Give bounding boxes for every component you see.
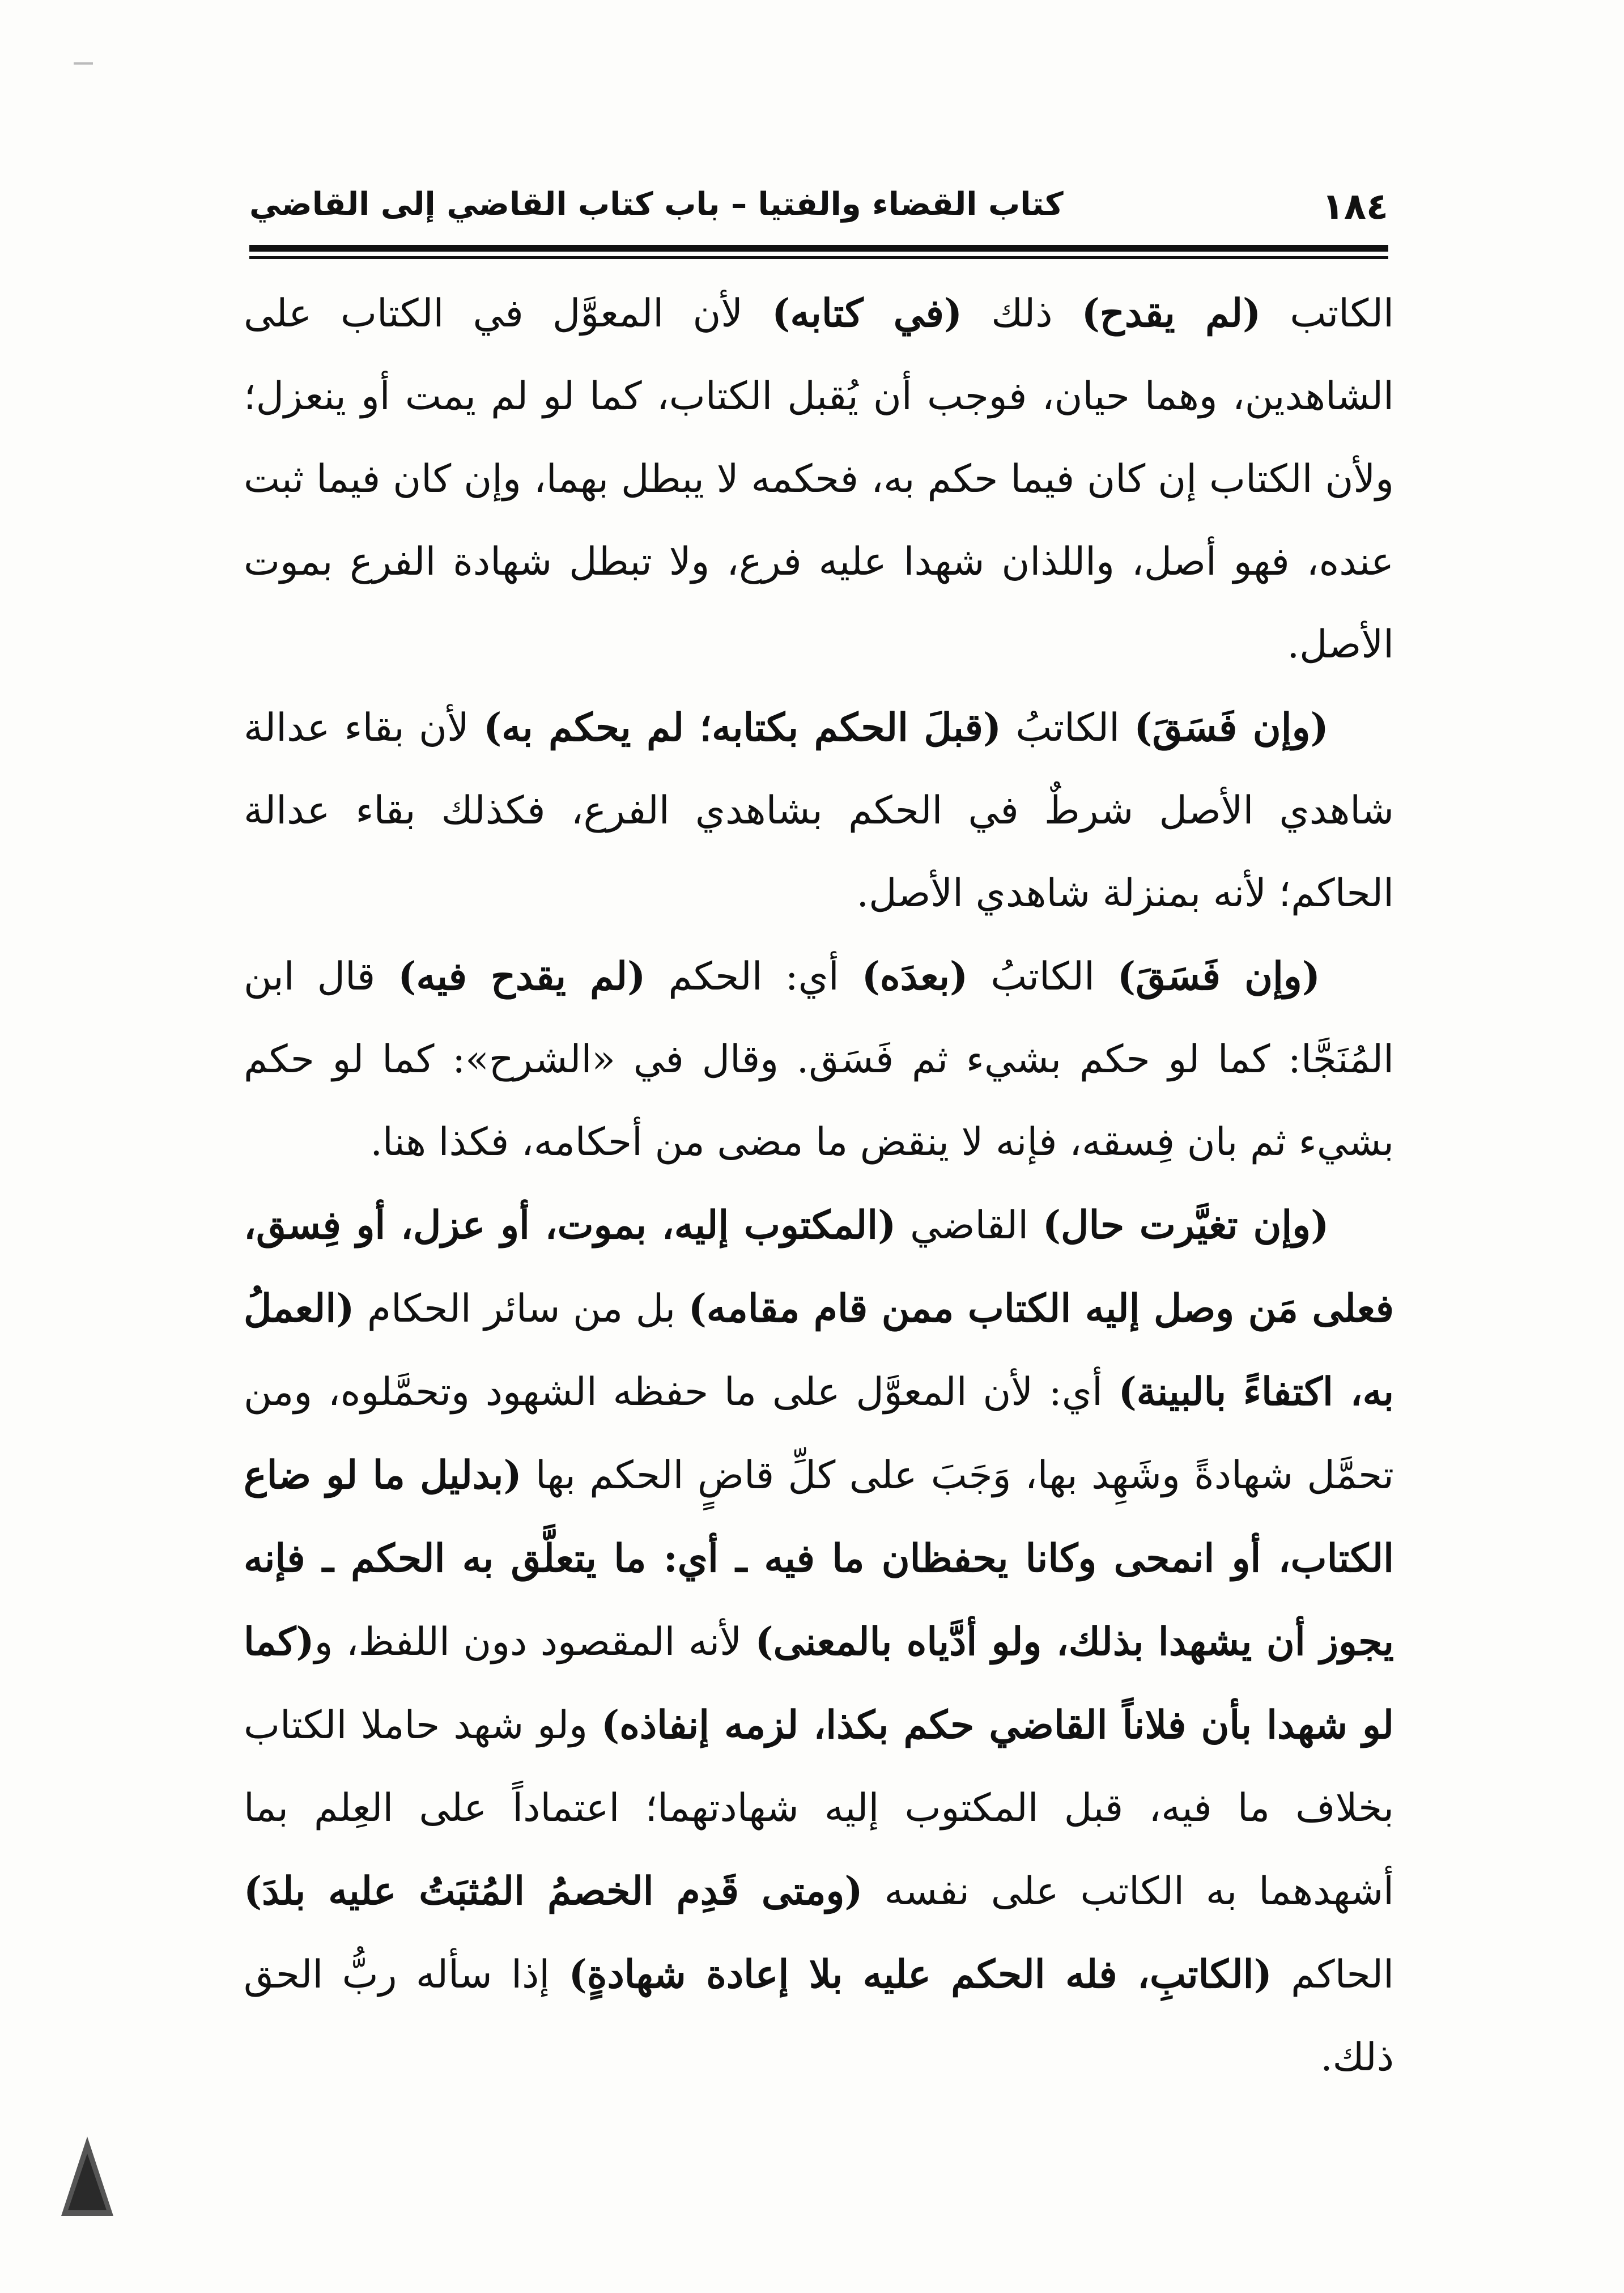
text-run: أي: لأن المعوَّل على ما حفظه الشهود وتحمَّلوه، ومن تحمَّل شهادةً وشَهِد بها، وَجَبَ على كلِّ قاضٍ الحكم بها	[244, 1370, 1394, 1498]
text-run: الكاتبُ	[1001, 706, 1134, 750]
page-number: ١٨٤	[1321, 186, 1388, 228]
bold-quote: (ومتى قَدِم الخصمُ المُثبَتُ عليه بلدَ)	[244, 1869, 863, 1914]
paragraph-1	[244, 272, 1394, 686]
text-run: بل من سائر الحكام	[354, 1286, 688, 1331]
bold-quote: (وإن فَسَقَ)	[1117, 954, 1320, 999]
running-header	[249, 170, 1388, 244]
page-corner-triangle-icon	[61, 2137, 113, 2216]
text-run: ولو شهد حاملا الكتاب بخلاف ما فيه، قبل المكتوب إليه شهادتهما؛ اعتماداً على العِلم بما أشهدهما به الكاتب على نفسه	[244, 1703, 1394, 1914]
running-title: كتاب القضاء والفتيا – باب كتاب القاضي إلى القاضي	[249, 186, 1064, 223]
paragraph-3	[244, 935, 1394, 1184]
text-run: ذلك	[962, 291, 1082, 336]
paragraph-4	[244, 1184, 1394, 2091]
text-run: لأنه المقصود دون اللفظ، و	[314, 1620, 755, 1664]
text-run: لأن المعوَّل في الكتاب على الشاهدين، وهما حيان، فوجب أن يُقبل الكتاب، كما لو لم يمت أو ينعزل؛ ولأن الكتاب إن كان فيما حكم به، فحكمه لا يبطل بهما، وإن كان فيما ثبت عنده، فهو أصل، واللذان شهدا عليه فرع، ولا تبطل شهادة الفرع بموت الأصل.	[244, 291, 1394, 667]
paragraph-2	[244, 686, 1394, 935]
bold-quote: (كما لو شهدا بأن فلاناً القاضي حكم بكذا، لزمه إنفاذه)	[244, 1619, 1394, 1748]
header-rule-thin	[249, 256, 1388, 259]
bold-quote: (العملُ به، اكتفاءً بالبينة)	[244, 1286, 1394, 1415]
bold-quote: (بدليل ما لو ضاع الكتاب، أو انمحى وكانا يحفظان ما فيه ـ أي: ما يتعلَّق به الحكم ـ فإنه يجوز أن يشهدا بذلك، ولو أدَّياه بالمعنى)	[244, 1453, 1394, 1664]
text-run: أي: الحكم	[645, 954, 862, 999]
bold-quote: (بعدَه)	[861, 954, 968, 999]
bold-quote: (وإن فَسَقَ)	[1134, 705, 1329, 750]
bold-quote: (في كتابه)	[772, 291, 963, 336]
bold-quote: (المكتوب إليه، بموت، أو عزل، أو فِسق، فعلى مَن وصل إليه الكتاب ممن قام مقامه)	[244, 1203, 1394, 1331]
bold-quote: (قبلَ الحكم بكتابه؛ لم يحكم به)	[483, 705, 1002, 750]
text-run: الكاتبُ	[968, 954, 1117, 999]
text-run: قال ابن المُنَجَّا: كما لو حكم بشيء ثم فَسَق. وقال في «الشرح»: كما لو حكم بشيء ثم بان فِسقه، فإنه لا ينقض ما مضى من أحكامه، فكذا هنا.	[244, 954, 1394, 1165]
page-body-text	[244, 272, 1394, 2091]
bold-quote: (لم يقدح فيه)	[398, 954, 646, 999]
bold-quote: (وإن تغيَّرت حال)	[1042, 1203, 1329, 1248]
bold-quote: (الكاتبِ، فله الحكم عليه بلا إعادة شهادةٍ)	[568, 1952, 1272, 1997]
header-rule-thick	[249, 245, 1388, 252]
text-run: الكاتب	[1261, 291, 1394, 336]
text-run: القاضي	[896, 1203, 1043, 1248]
text-run: لأن بقاء عدالة شاهدي الأصل شرطٌ في الحكم بشاهدي الفرع، فكذلك بقاء عدالة الحاكم؛ لأنه بمنزلة شاهدي الأصل.	[244, 706, 1394, 916]
text-run: الحاكم	[1272, 1952, 1394, 1997]
scan-speck	[74, 62, 93, 65]
text-run: إذا سأله ربُّ الحق ذلك.	[244, 1952, 1394, 2080]
bold-quote: (لم يقدح)	[1081, 291, 1261, 336]
